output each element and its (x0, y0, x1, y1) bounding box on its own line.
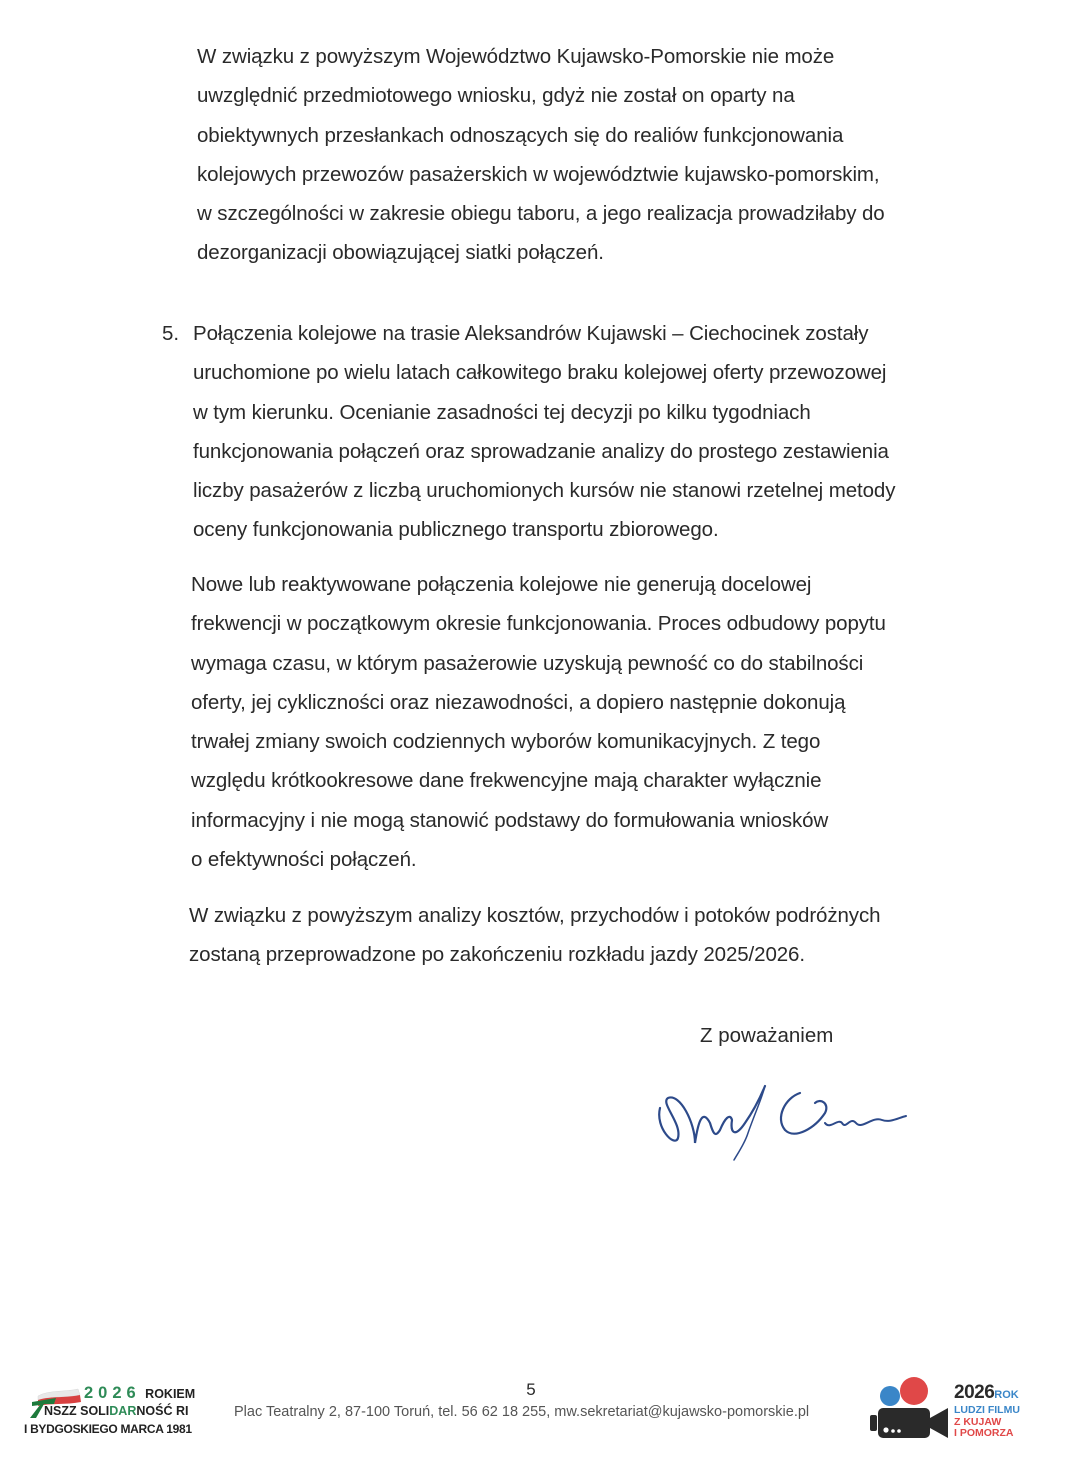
closing-salutation: Z poważaniem (700, 1024, 834, 1047)
text-line: oferty, jej cykliczności oraz niezawodności, a dopiero następnie dokonują (191, 690, 846, 714)
logo-left-text: NSZZ SOLI (44, 1404, 110, 1418)
logo-left-line3: I BYDGOSKIEGO MARCA 1981 (24, 1422, 192, 1436)
page-number: 5 (526, 1380, 536, 1399)
logo-right-line2: LUDZI FILMU (954, 1404, 1020, 1416)
text-line: w szczególności w zakresie obiegu taboru, a jego realizacja prowadziłaby do (197, 202, 885, 226)
logo-right-line4: I POMORZA (954, 1427, 1014, 1439)
film-camera-icon (864, 1376, 952, 1442)
text-line: kolejowych przewozów pasażerskich w województwie kujawsko-pomorskim, (197, 162, 880, 186)
text-line: o efektywności połączeń. (191, 848, 417, 872)
text-line: zostaną przeprowadzone po zakończeniu rozkładu jazdy 2025/2026. (189, 943, 805, 967)
logo-right-year: 2026 (954, 1382, 995, 1403)
text-line: Nowe lub reaktywowane połączenia kolejowe nie generują docelowej (191, 573, 812, 596)
logo-left-year: 2026 (84, 1384, 141, 1402)
logo-right-line1 (954, 1382, 1019, 1404)
text-line: funkcjonowania połączeń oraz sprowadzanie analizy do prostego zestawienia (193, 439, 889, 463)
paragraph-demand (191, 565, 886, 879)
solidarnosc-anniversary-logo (24, 1384, 224, 1444)
text-line: W związku z powyższym analizy kosztów, przychodów i potoków podróżnych (189, 904, 881, 927)
list-item-5 (193, 314, 895, 550)
text-line: obiektywnych przesłankach odnoszących się do realiów funkcjonowania (197, 123, 844, 147)
text-line: uruchomione po wielu latach całkowitego braku kolejowej oferty przewozowej (193, 361, 887, 385)
text-line: informacyjny i nie mogą stanowić podstawy do formułowania wniosków (191, 808, 829, 832)
text-line: wymaga czasu, w którym pasażerowie uzyskują pewność co do stabilności (191, 651, 864, 675)
signature-image (650, 1068, 940, 1168)
year-of-film-people-logo (864, 1376, 1044, 1446)
text-line: liczby pasażerów z liczbą uruchomionych kursów nie stanowi rzetelnej metody (193, 479, 896, 503)
text-line: względu krótkookresowe dane frekwencyjne mają charakter wyłącznie (191, 769, 822, 793)
text-line: Połączenia kolejowe na trasie Aleksandrów Kujawski – Ciechocinek zostały (193, 322, 869, 345)
logo-right-rok: ROK (994, 1389, 1019, 1401)
logo-left-word: ROKIEM (145, 1387, 196, 1401)
paragraph-conclusion (197, 37, 885, 273)
text-line: W związku z powyższym Województwo Kujawsko-Pomorskie nie może (197, 45, 835, 68)
logo-right-line3: Z KUJAW (954, 1416, 1002, 1428)
logo-left-line2 (44, 1404, 188, 1418)
text-line: w tym kierunku. Ocenianie zasadności tej decyzji po kilku tygodniach (193, 400, 811, 424)
text-line: dezorganizacji obowiązującej siatki połączeń. (197, 241, 604, 265)
paragraph-analysis (189, 896, 880, 975)
logo-left-accent: DAR (109, 1404, 137, 1418)
list-item-number: 5. (162, 322, 180, 345)
logo-left-line1 (84, 1384, 195, 1403)
text-line: uwzględnić przedmiotowego wniosku, gdyż nie został on oparty na (197, 84, 795, 108)
logo-left-text: NOŚĆ RI (136, 1404, 189, 1418)
text-line: oceny funkcjonowania publicznego transportu zbiorowego. (193, 518, 719, 542)
text-line: frekwencji w początkowym okresie funkcjonowania. Proces odbudowy popytu (191, 612, 886, 636)
text-line: trwałej zmiany swoich codziennych wyborów komunikacyjnych. Z tego (191, 730, 821, 754)
footer-address: Plac Teatralny 2, 87-100 Toruń, tel. 56 62 18 255, mw.sekretariat@kujawsko-pomorskie.pl (234, 1404, 810, 1420)
